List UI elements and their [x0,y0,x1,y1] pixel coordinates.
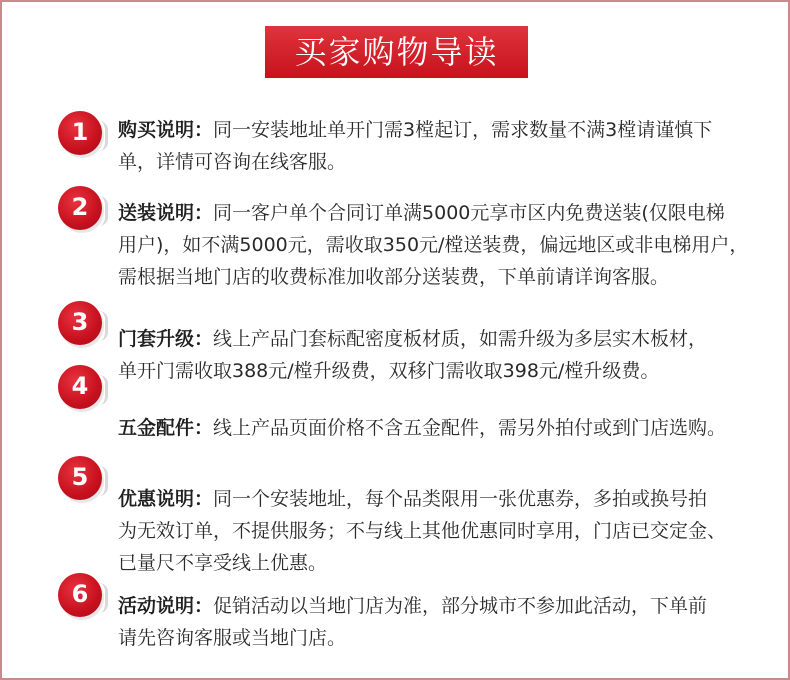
discount-note [118,483,758,579]
promotion-label: 活动说明： [118,595,214,617]
delivery-label: 送装说明： [118,202,214,224]
number-badge-2: 2 [58,186,102,230]
frame-upgrade-text-1: 线上产品门套标配密度板材质，如需升级为多层实木板材， [213,328,708,350]
delivery-text-1: 同一客户单个合同订单满5000元享市区内免费送装(仅限电梯 [213,202,725,224]
number-badge-4: 4 [58,365,102,409]
hardware-note [118,412,758,444]
frame-upgrade-label: 门套升级： [118,328,214,350]
purchase-text-1: 同一安装地址单开门需3樘起订，需求数量不满3樘请谨慎下 [213,119,713,141]
promotion-note [118,590,758,654]
delivery-text-2: 用户)，如不满5000元，需收取350元/樘送装费，偏远地区或非电梯用户， [118,234,749,256]
promotion-text-2: 请先咨询客服或当地门店。 [118,627,347,649]
number-badge-6: 6 [58,573,102,617]
page-title: 买家购物导读 [265,26,528,78]
number-badge-5: 5 [58,456,102,500]
purchase-text-2: 单，详情可咨询在线客服。 [118,151,347,173]
hardware-label: 五金配件： [118,417,214,439]
discount-text-1: 同一个安装地址，每个品类限用一张优惠券，多拍或换号拍 [213,488,708,510]
delivery-note [118,197,758,293]
discount-text-3: 已量尺不享受线上优惠。 [118,552,328,574]
number-badge-1: 1 [58,111,102,155]
frame-upgrade-text-2: 单开门需收取388元/樘升级费，双移门需收取398元/樘升级费。 [118,360,660,382]
purchase-note [118,114,758,178]
number-badge-3: 3 [58,301,102,345]
purchase-label: 购买说明： [118,119,214,141]
delivery-text-3: 需根据当地门店的收费标准加收部分送装费，下单前请详询客服。 [118,266,670,288]
discount-text-2: 为无效订单，不提供服务；不与线上其他优惠同时享用，门店已交定金、 [118,520,727,542]
discount-label: 优惠说明： [118,488,214,510]
frame-upgrade-note [118,323,758,387]
promotion-text-1: 促销活动以当地门店为准，部分城市不参加此活动，下单前 [213,595,708,617]
hardware-text-1: 线上产品页面价格不含五金配件，需另外拍付或到门店选购。 [213,417,727,439]
